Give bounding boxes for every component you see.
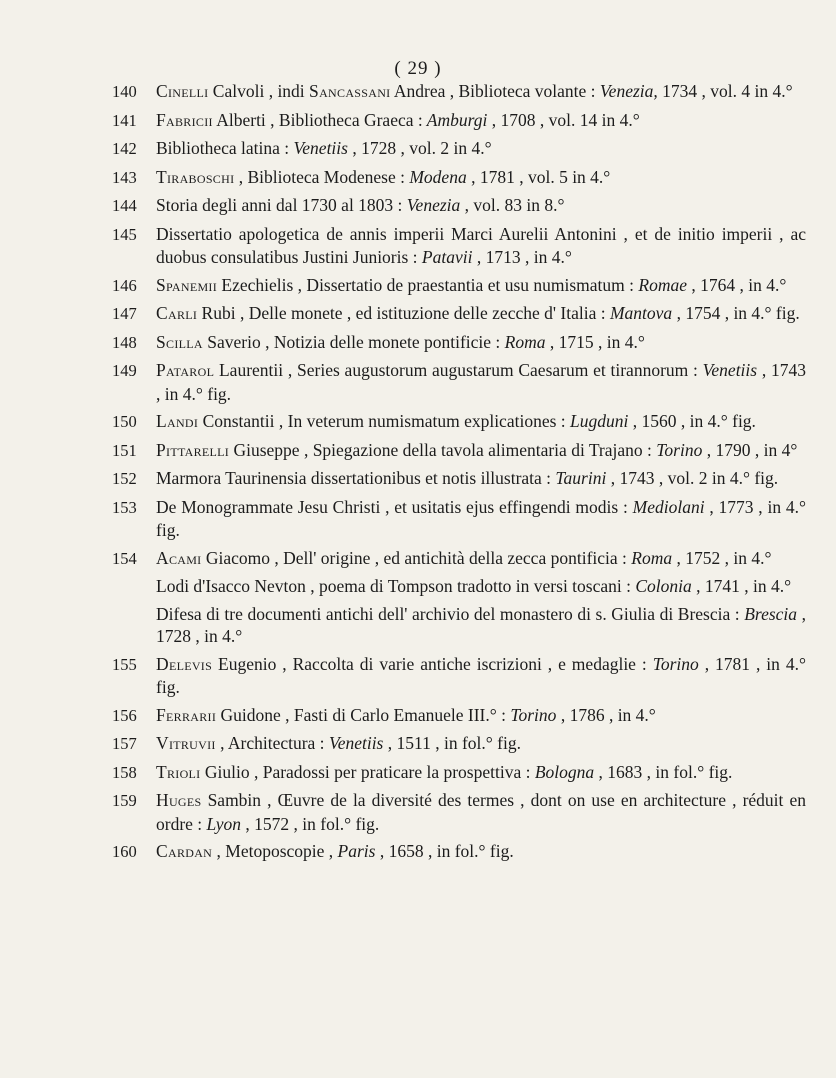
entry-place: Romae [634, 274, 687, 295]
entry-number: 150 [112, 412, 137, 431]
entry-title: Calvoli , indi [208, 81, 310, 101]
entry-title: Alberti , Bibliotheca Graeca : [212, 109, 423, 130]
entry-number: 156 [112, 705, 137, 725]
entry-imprint: , 1752 , in 4.° [672, 547, 772, 568]
entry-imprint: , 1781 , in 4.° fig. [156, 653, 806, 697]
entry-place: Mediolani [627, 496, 705, 517]
entry-title: Storia degli anni dal 1730 al 1803 : [156, 195, 403, 215]
entry-place: Modena [404, 166, 467, 187]
entry-author: Cinelli [156, 81, 209, 101]
entry-imprint: , 1658 , in fol.° fig. [375, 841, 514, 861]
entry-number: 154 [112, 548, 137, 568]
entry-title: , Biblioteca Modenese : [234, 166, 405, 187]
entry-imprint: , 1743 , in 4.° fig. [156, 360, 806, 404]
entry-imprint: , 1715 , in 4.° [545, 331, 645, 352]
catalogue-entry [112, 761, 806, 785]
entry-place: Amburgi [422, 109, 488, 130]
entry-number: 140 [112, 82, 137, 101]
entry-place: Venetiis [697, 360, 758, 380]
catalogue-entry [112, 704, 806, 728]
entry-place: Colonia [631, 576, 692, 596]
catalogue-entry [112, 732, 806, 756]
entry-title: Bibliotheca latina : [156, 138, 290, 158]
entry-title: De Monogrammate Jesu Christi , et usitatis ejus effingendi modis : [156, 496, 628, 517]
entry-imprint: , 1786 , in 4.° [556, 704, 656, 725]
catalogue-entry [112, 840, 806, 864]
catalogue-entry [112, 359, 806, 405]
entry-title: Guidone , Fasti di Carlo Emanuele III.° : [216, 704, 506, 725]
entry-author-secondary: Sancassani [309, 81, 391, 101]
entry-title: Constantii , In veterum numismatum explicationes : [198, 411, 566, 431]
catalogue-entry [112, 137, 806, 161]
catalogue-entry [112, 302, 806, 326]
catalogue-entry [112, 166, 806, 190]
entry-number: 160 [112, 842, 137, 861]
entry-title: Rubi , Delle monete , ed istituzione delle zecche d' Italia : [197, 303, 606, 323]
entry-author: Fabricii [156, 109, 213, 130]
entry-title: Giacomo , Dell' origine , ed antichità della zecca pontificia : [201, 547, 627, 568]
entry-title: Giuseppe , Spiegazione della tavola alimentaria di Trajano : [229, 439, 652, 460]
catalogue-entry [112, 467, 806, 491]
entry-imprint: , 1728 , in 4.° [156, 603, 806, 646]
entry-title: Marmora Taurinensia dissertationibus et notis illustrata : [156, 468, 552, 488]
entry-number: 143 [112, 167, 137, 187]
entry-imprint: , 1728 , vol. 2 in 4.° [347, 138, 492, 158]
entry-imprint: , 1511 , in fol.° fig. [383, 733, 521, 753]
entry-imprint: , 1572 , in fol.° fig. [241, 813, 380, 834]
entry-place: Venezia [402, 195, 461, 215]
entry-title: Laurentii , Series augustorum augustarum Caesarum et tirannorum : [214, 360, 698, 380]
entry-place: Brescia [739, 603, 798, 624]
entry-place: Torino [506, 704, 557, 725]
entry-place: Venezia, [595, 81, 658, 101]
entry-title: Dissertatio apologetica de annis imperii Marci Aurelii Antonini , et de initio imperii , ac duobus consulatibus Justini Junioris : [156, 223, 806, 267]
entry-title: , Metoposcopie , [212, 841, 334, 861]
catalogue-entry [112, 439, 806, 463]
entry-imprint: , vol. 83 in 8.° [460, 195, 565, 215]
catalogue-entry [112, 80, 806, 104]
catalogue-entry [112, 496, 806, 542]
entry-place: Lyon [202, 813, 242, 834]
entry-place: Venetiis [289, 138, 348, 158]
entry-number: 147 [112, 304, 137, 323]
entry-author: Cardan [156, 841, 213, 861]
catalogue-entry [112, 410, 806, 434]
entry-number: 152 [112, 469, 137, 488]
entry-place: Torino [646, 653, 699, 674]
catalogue-entries [112, 80, 806, 864]
entry-number: 153 [112, 497, 137, 517]
entry-imprint: , 1743 , vol. 2 in 4.° fig. [606, 468, 779, 488]
entry-author: Carli [156, 303, 198, 323]
entry-imprint: , 1754 , in 4.° fig. [672, 303, 800, 323]
entry-author: Pittarelli [156, 439, 230, 460]
entry-number: 146 [112, 275, 137, 295]
entry-title: Ezechielis , Dissertatio de praestantia et usu numismatum : [217, 274, 635, 295]
catalogue-entry [112, 575, 806, 598]
entry-author: Trioli [156, 761, 201, 782]
entry-place: Bologna [530, 761, 595, 782]
entry-number: 145 [112, 224, 137, 244]
entry-imprint: , 1683 , in fol.° fig. [594, 761, 733, 782]
entry-place: Lugduni [565, 411, 629, 431]
page-number: ( 29 ) [394, 58, 442, 79]
catalogue-entry [112, 331, 806, 355]
entry-title-continued: Andrea , Biblioteca volante : [390, 81, 596, 101]
entry-title: , Architectura : [215, 733, 325, 753]
catalogue-entry [112, 223, 806, 269]
catalogue-entry [112, 603, 806, 648]
entry-imprint: , 1781 , vol. 5 in 4.° [466, 166, 611, 187]
entry-title: Saverio , Notizia delle monete pontificie : [202, 331, 501, 352]
entry-title: Lodi d'Isacco Nevton , poema di Tompson tradotto in versi toscani : [156, 576, 631, 596]
entry-author: Huges [156, 790, 202, 810]
catalogue-entry [112, 547, 806, 571]
entry-place: Patavii [417, 247, 473, 267]
entry-imprint: 1734 , vol. 4 in 4.° [657, 81, 793, 101]
entry-imprint: , 1764 , in 4.° [687, 274, 787, 295]
entry-author: Scilla [156, 331, 203, 352]
entry-number: 157 [112, 734, 137, 753]
entry-place: Venetiis [324, 733, 384, 753]
entry-author: Acami [156, 547, 202, 568]
entry-number: 151 [112, 440, 137, 460]
entry-author: Ferrarii [156, 704, 217, 725]
entry-imprint: , 1560 , in 4.° fig. [628, 411, 756, 431]
entry-number: 149 [112, 361, 137, 380]
entry-title: Difesa di tre documenti antichi dell' archivio del monastero di s. Giulia di Brescia : [156, 603, 740, 624]
entry-number: 159 [112, 791, 137, 810]
entry-imprint: , 1741 , in 4.° [691, 576, 792, 596]
entry-imprint: , 1773 , in 4.° fig. [156, 496, 806, 540]
entry-place: Roma [626, 547, 673, 568]
entry-author: Patarol [156, 360, 215, 380]
entry-number: 144 [112, 196, 137, 215]
entry-imprint: , 1708 , vol. 14 in 4.° [487, 109, 640, 130]
entry-author: Landi [156, 411, 199, 431]
entry-place: Roma [500, 331, 546, 352]
entry-author: Vitruvii [156, 733, 216, 753]
entry-place: Taurini [551, 468, 607, 488]
catalogue-entry [112, 789, 806, 835]
entry-title: Sambin , Œuvre de la diversité des termes , dont on use en architecture , réduit en ordre : [156, 790, 806, 834]
entry-title: Eugenio , Raccolta di varie antiche iscrizioni , e medaglie : [212, 653, 647, 674]
entry-number: 148 [112, 332, 137, 352]
catalogue-entry [112, 194, 806, 218]
catalogue-entry [112, 653, 806, 699]
catalogue-entry [112, 109, 806, 133]
entry-author: Spanemii [156, 274, 218, 295]
entry-author: Tiraboschi [156, 166, 235, 187]
catalogue-entry [112, 274, 806, 298]
entry-imprint: , 1713 , in 4.° [472, 247, 572, 267]
entry-imprint: , 1790 , in 4° [702, 439, 798, 460]
entry-place: Torino [651, 439, 703, 460]
entry-author: Delevis [156, 653, 213, 674]
entry-number: 142 [112, 139, 137, 158]
entry-place: Mantova [605, 303, 673, 323]
entry-place: Paris [333, 841, 376, 861]
entry-number: 155 [112, 654, 137, 674]
entry-number: 141 [112, 110, 137, 130]
entry-number: 158 [112, 762, 137, 782]
entry-title: Giulio , Paradossi per praticare la prospettiva : [200, 761, 531, 782]
